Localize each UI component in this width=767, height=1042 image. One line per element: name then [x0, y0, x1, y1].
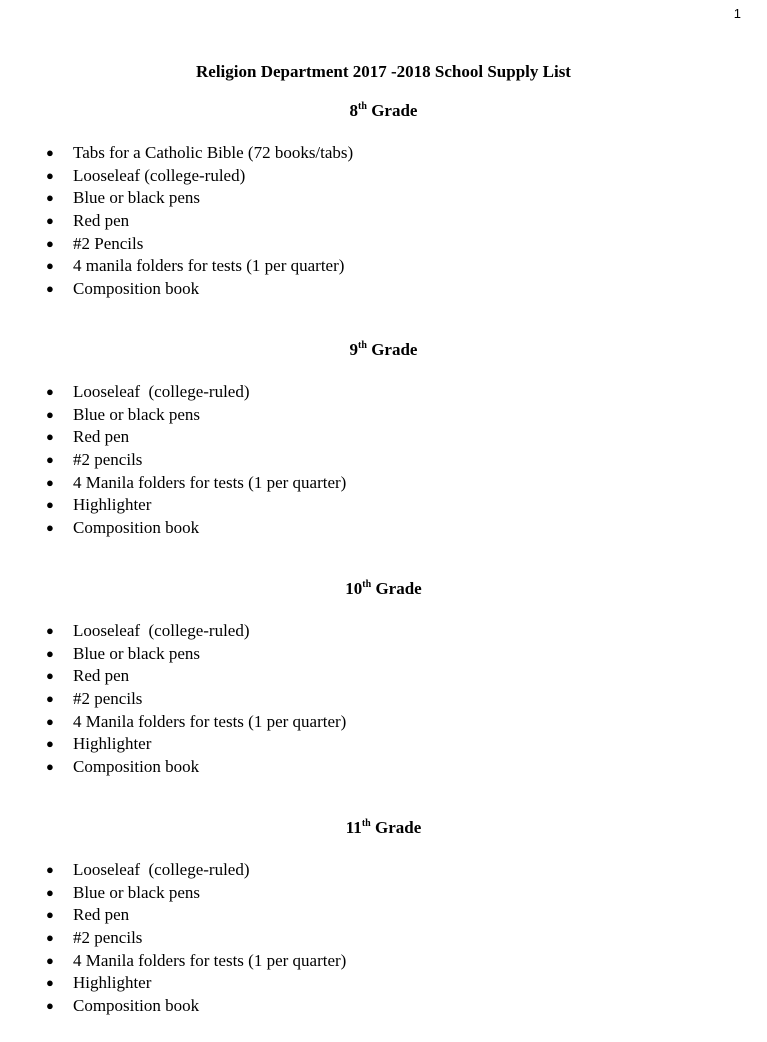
- grade-heading: [0, 578, 767, 600]
- list-item: [0, 859, 346, 882]
- bullet-icon: ●: [46, 623, 54, 638]
- list-item-text: Looseleaf (college-ruled): [73, 165, 246, 185]
- grade-word: Grade: [371, 579, 422, 598]
- list-item: [0, 972, 346, 995]
- list-item: [0, 904, 346, 927]
- bullet-icon: ●: [46, 691, 54, 707]
- bullet-icon: ●: [46, 862, 54, 877]
- list-item: [0, 426, 346, 449]
- list-item-text: Red pen: [73, 905, 130, 925]
- grade-word: Grade: [366, 340, 418, 359]
- list-item: [0, 882, 346, 905]
- grade-number: 10: [345, 579, 363, 598]
- bullet-icon: ●: [46, 930, 54, 946]
- list-item: [0, 733, 346, 756]
- bullet-icon: ●: [46, 736, 54, 752]
- list-item-text: 4 Manila folders for tests (1 per quarter): [73, 711, 347, 731]
- list-item-text: #2 pencils: [73, 450, 143, 470]
- bullet-icon: ●: [46, 520, 54, 536]
- bullet-icon: ●: [46, 975, 54, 991]
- list-item: [0, 233, 353, 256]
- grade-word: Grade: [370, 818, 422, 837]
- list-item: [0, 255, 353, 278]
- grade-suffix: th: [362, 579, 372, 590]
- list-item-text: Blue or black pens: [73, 643, 200, 663]
- grade-heading: [0, 817, 767, 839]
- list-item: [0, 494, 346, 517]
- supply-list: [0, 620, 346, 779]
- list-item: [0, 950, 346, 973]
- list-item: [0, 404, 346, 427]
- list-item-text: Highlighter: [73, 495, 152, 515]
- grade-suffix: th: [358, 340, 367, 351]
- list-item-text: 4 manila folders for tests (1 per quarter): [73, 256, 345, 276]
- list-item-text: Red pen: [73, 427, 130, 447]
- list-item: [0, 165, 353, 188]
- supply-list: [0, 142, 353, 301]
- list-item: [0, 187, 353, 210]
- grade-section: [0, 578, 767, 777]
- grade-heading: [0, 339, 767, 361]
- list-item-text: Red pen: [73, 666, 130, 686]
- bullet-icon: ●: [46, 907, 54, 923]
- list-item-text: Composition book: [73, 757, 200, 777]
- bullet-icon: ●: [46, 281, 54, 297]
- bullet-icon: ●: [46, 645, 54, 661]
- bullet-icon: ●: [46, 713, 54, 729]
- bullet-icon: ●: [46, 213, 54, 229]
- list-item: [0, 665, 346, 688]
- list-item-text: Looseleaf (college-ruled): [73, 382, 250, 401]
- list-item: [0, 472, 346, 495]
- bullet-icon: ●: [46, 952, 54, 968]
- list-item: [0, 688, 346, 711]
- grade-number: 8: [349, 101, 359, 120]
- list-item: [0, 756, 346, 779]
- list-item-text: Highlighter: [73, 734, 152, 754]
- supply-list: [0, 859, 346, 1018]
- list-item: [0, 381, 346, 404]
- bullet-icon: ●: [46, 668, 54, 684]
- list-item-text: Composition book: [73, 279, 200, 299]
- grade-word: Grade: [366, 101, 418, 120]
- bullet-icon: ●: [46, 759, 54, 775]
- list-item-text: Looseleaf (college-ruled): [73, 860, 250, 879]
- grade-heading: [0, 100, 767, 122]
- grade-section: [0, 339, 767, 538]
- list-item-text: Blue or black pens: [73, 404, 200, 424]
- grade-suffix: th: [358, 101, 367, 112]
- list-item: [0, 210, 353, 233]
- bullet-icon: ●: [46, 258, 54, 274]
- list-item: [0, 995, 346, 1018]
- bullet-icon: ●: [46, 145, 54, 160]
- page-number: 1: [733, 6, 741, 21]
- grade-number: 11: [345, 818, 362, 837]
- list-item: [0, 711, 346, 734]
- list-item-text: 4 Manila folders for tests (1 per quarter): [73, 472, 347, 492]
- list-item-text: Composition book: [73, 996, 200, 1016]
- bullet-icon: ●: [46, 167, 54, 183]
- bullet-icon: ●: [46, 406, 54, 422]
- list-item: [0, 449, 346, 472]
- list-item: [0, 517, 346, 540]
- bullet-icon: ●: [46, 452, 54, 468]
- list-item-text: Composition book: [73, 518, 200, 538]
- list-item-text: Blue or black pens: [73, 188, 200, 208]
- bullet-icon: ●: [46, 235, 54, 251]
- list-item-text: Red pen: [73, 211, 130, 231]
- list-item-text: #2 pencils: [73, 928, 143, 948]
- bullet-icon: ●: [46, 884, 54, 900]
- bullet-icon: ●: [46, 474, 54, 490]
- grade-section: [0, 817, 767, 1016]
- list-item: [0, 278, 353, 301]
- list-item-text: Tabs for a Catholic Bible (72 books/tabs): [73, 143, 354, 162]
- bullet-icon: ●: [46, 497, 54, 513]
- bullet-icon: ●: [46, 384, 54, 399]
- list-item: [0, 142, 353, 165]
- list-item: [0, 620, 346, 643]
- grade-section: [0, 100, 767, 299]
- list-item: [0, 927, 346, 950]
- list-item: [0, 643, 346, 666]
- supply-list: [0, 381, 346, 540]
- list-item-text: Looseleaf (college-ruled): [73, 621, 250, 640]
- list-item-text: Blue or black pens: [73, 882, 200, 902]
- grade-number: 9: [349, 340, 359, 359]
- bullet-icon: ●: [46, 998, 54, 1014]
- list-item-text: #2 Pencils: [73, 233, 144, 253]
- list-item-text: #2 pencils: [73, 689, 143, 709]
- list-item-text: Highlighter: [73, 973, 152, 993]
- list-item-text: 4 Manila folders for tests (1 per quarter): [73, 950, 347, 970]
- bullet-icon: ●: [46, 190, 54, 206]
- grade-suffix: th: [361, 818, 371, 829]
- document-title: Religion Department 2017 -2018 School Supply List: [196, 62, 571, 81]
- bullet-icon: ●: [46, 429, 54, 445]
